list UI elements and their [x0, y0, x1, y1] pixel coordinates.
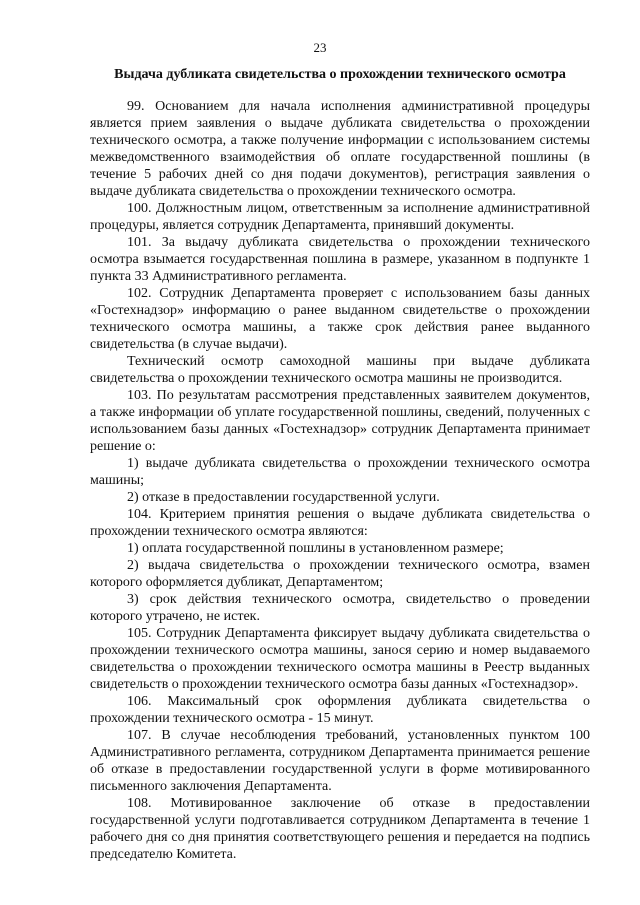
paragraph-106: 106. Максимальный срок оформления дубликата свидетельства о прохождении технического осмотра - 15 минут. [90, 694, 590, 726]
paragraph-105: 105. Сотрудник Департамента фиксирует выдачу дубликата свидетельства о прохождении технического осмотра машины, занося серию и номер выдаваемого свидетельства о прохождении технического осмотра машины в Реестр выданных свидетельств о прохождении технического осмотра базы данных «Гостехнадзор». [90, 626, 590, 692]
paragraph-102-note: Технический осмотр самоходной машины при выдаче дубликата свидетельства о прохождении технического осмотра машины не производится. [90, 354, 590, 386]
paragraph-104-item-2: 2) выдача свидетельства о прохождении технического осмотра, взамен которого оформляется дубликат, Департаментом; [90, 558, 590, 590]
paragraph-103-item-1: 1) выдаче дубликата свидетельства о прохождении технического осмотра машины; [90, 456, 590, 488]
paragraph-104-item-3: 3) срок действия технического осмотра, свидетельство о проведении которого утрачено, не истек. [90, 592, 590, 624]
paragraph-107: 107. В случае несоблюдения требований, установленных пунктом 100 Административного регламента, сотрудником Департамента принимается решение об отказе в предоставлении государственной услуги в форме мотивированного письменного заключения Департамента. [90, 728, 590, 794]
paragraph-108: 108. Мотивированное заключение об отказе в предоставлении государственной услуги подготавливается сотрудником Департамента в течение 1 рабочего дня со дня принятия соответствующего решения и передается на подпись председателю Комитета. [90, 796, 590, 862]
paragraph-104-item-1: 1) оплата государственной пошлины в установленном размере; [127, 541, 504, 556]
paragraph-102: 102. Сотрудник Департамента проверяет с использованием базы данных «Гостехнадзор» информацию о ранее выданном свидетельстве о прохождении технического осмотра машины, а также срок действия ранее выданного свидетельства (в случае выдачи). [90, 286, 590, 352]
paragraph-101: 101. За выдачу дубликата свидетельства о прохождении технического осмотра взымается государственная пошлина в размере, указанном в подпункте 1 пункта 33 Административного регламента. [90, 235, 590, 284]
paragraph-103: 103. По результатам рассмотрения представленных заявителем документов, а также информации об уплате государственной пошлины, сведений, полученных с использованием базы данных «Гостехнадзор» сотрудник Департамента принимает решение о: [90, 388, 590, 454]
paragraph-100: 100. Должностным лицом, ответственным за исполнение административной процедуры, является сотрудник Департамента, принявший документы. [90, 201, 590, 233]
section-title: Выдача дубликата свидетельства о прохождении технического осмотра [114, 67, 566, 82]
paragraph-99: 99. Основанием для начала исполнения административной процедуры является прием заявления о выдаче дубликата свидетельства о прохождении технического осмотра, а также получение информации с использованием системы межведомственного взаимодействия об оплате государственной пошлины (в течение 5 рабочих дней со дня подачи документов), регистрация заявления о выдаче дубликата свидетельства о прохождении технического осмотра. [90, 99, 590, 199]
paragraph-104: 104. Критерием принятия решения о выдаче дубликата свидетельства о прохождении технического осмотра являются: [90, 507, 590, 539]
page-number: 23 [313, 40, 327, 55]
paragraph-103-item-2: 2) отказе в предоставлении государственной услуги. [127, 490, 440, 505]
document-body [90, 98, 590, 863]
